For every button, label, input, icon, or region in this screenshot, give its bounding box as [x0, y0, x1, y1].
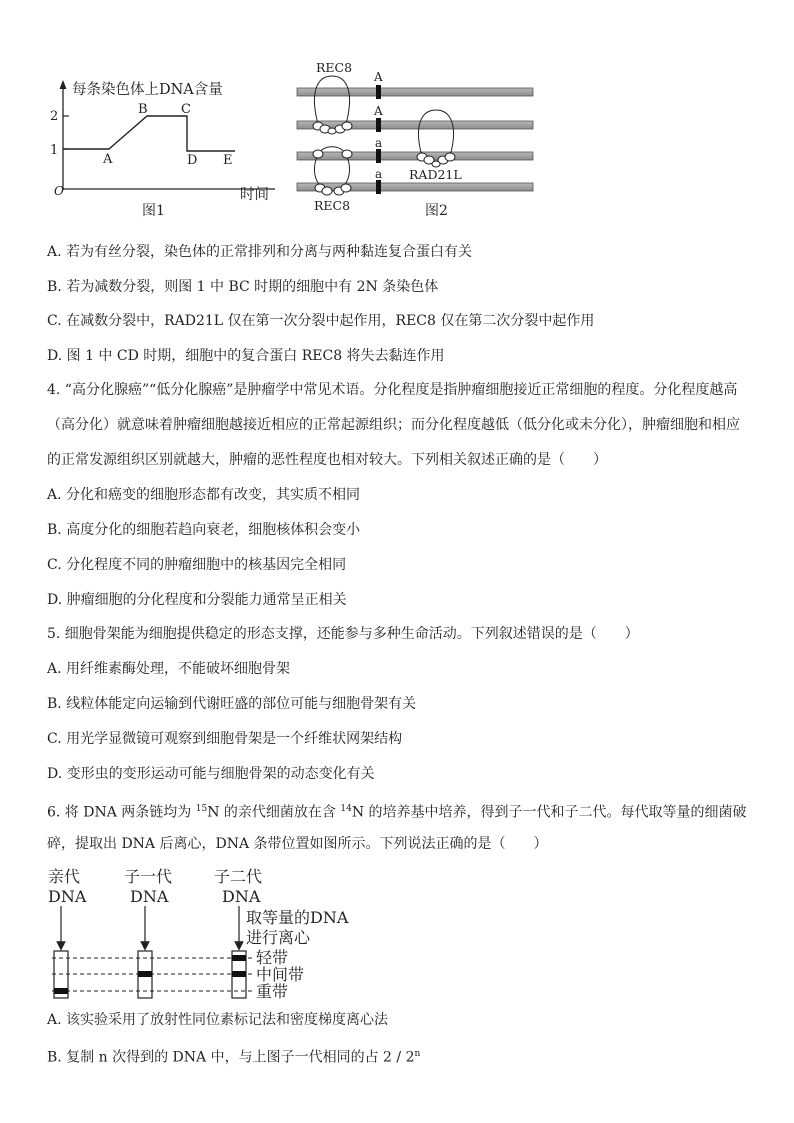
q6-option-b-text: B. 复制 n 次得到的 DNA 中，与上图子一代相同的占 2 / 2 — [47, 1049, 415, 1066]
allele-a-lower-1: a — [375, 136, 383, 150]
gen1-dna-label-2: DNA — [130, 887, 169, 906]
figure-1-graph — [50, 72, 275, 222]
band-gen1-middle — [138, 971, 152, 977]
parent-dna-label-1: 亲代 — [48, 867, 81, 886]
superscript-n: n — [414, 1049, 421, 1059]
q6-option-b — [47, 1044, 767, 1068]
q5-option-d: D. 变形虫的变形运动可能与细胞骨架的动态变化有关 — [47, 766, 375, 782]
x-axis-label: 时间 — [240, 187, 269, 203]
figure-1-caption: 图1 — [142, 203, 165, 219]
chromatid-4 — [297, 183, 533, 191]
chromatid-3 — [297, 152, 533, 160]
q4-stem-line-3: 的正常发源组织区别就越大，肿瘤的恶性程度也相对较大。下列相关叙述正确的是（ ） — [47, 452, 607, 468]
q6-option-a: A. 该实验采用了放射性同位素标记法和密度梯度离心法 — [47, 1012, 389, 1028]
point-label-e: E — [223, 153, 233, 168]
q6-stem-part-1: 6. 将 DNA 两条链均为 — [47, 804, 196, 821]
point-label-a: A — [103, 152, 113, 167]
parent-dna-label-2: DNA — [48, 887, 87, 906]
q3-option-d: D. 图 1 中 CD 时期，细胞中的复合蛋白 REC8 将失去黏连作用 — [47, 348, 445, 364]
q4-option-b: B. 高度分化的细胞若趋向衰老，细胞核体积会变小 — [47, 522, 361, 538]
rec8-label-bottom: REC8 — [314, 198, 351, 213]
q6-stem-line-2: 碎，提取出 DNA 后离心，DNA 条带位置如图所示。下列说法正确的是（ ） — [47, 836, 548, 852]
chromatid-1 — [297, 88, 533, 96]
q5-stem: 5. 细胞骨架能为细胞提供稳定的形态支撑，还能参与多种生命活动。下列叙述错误的是（ ） — [47, 626, 639, 642]
gen2-dna-label-2: DNA — [222, 887, 261, 906]
q3-option-b: B. 若为减数分裂，则图 1 中 BC 时期的细胞中有 2N 条染色体 — [47, 279, 439, 295]
y-axis-arrow — [60, 80, 67, 89]
figure-2-caption: 图2 — [425, 203, 448, 219]
y-axis-label: 每条染色体上DNA含量 — [72, 82, 223, 98]
band-label-middle: 中间带 — [256, 965, 305, 984]
band-gen2-light — [232, 955, 246, 961]
superscript-15: 15 — [195, 804, 208, 814]
centrifuge-note-1: 取等量的DNA — [246, 908, 349, 927]
point-label-b: B — [138, 102, 148, 117]
allele-a-lower-2: a — [375, 167, 383, 181]
q6-stem-part-2: N 的亲代细菌放在含 — [207, 804, 341, 821]
q3-option-c: C. 在减数分裂中，RAD21L 仅在第一次分裂中起作用，REC8 仅在第二次分裂中起作用 — [47, 313, 595, 329]
gen2-dna-label-1: 子二代 — [214, 867, 263, 886]
superscript-14: 14 — [340, 804, 352, 814]
q4-stem-line-1: 4. “高分化腺癌”“低分化腺癌”是肿瘤学中常见术语。分化程度是指肿瘤细胞接近正常细胞的程度。分化程度越高 — [47, 382, 738, 398]
origin-label: O — [54, 184, 64, 198]
point-label-d: D — [187, 153, 198, 168]
allele-a-upper-1: A — [374, 70, 383, 84]
band-gen2-middle — [232, 971, 246, 977]
figure-3-centrifuge — [40, 862, 380, 1007]
q6-stem-line-1 — [47, 799, 767, 823]
band-label-light: 轻带 — [256, 948, 289, 967]
q5-option-b: B. 线粒体能定向运输到代谢旺盛的部位可能与细胞骨架有关 — [47, 696, 417, 712]
dna-content-curve — [63, 116, 235, 151]
point-label-c: C — [181, 102, 191, 117]
q4-option-d: D. 肿瘤细胞的分化程度和分裂能力通常呈正相关 — [47, 592, 347, 608]
q6-stem-part-3: N 的培养基中培养，得到子一代和子二代。每代取等量的细菌破 — [351, 804, 747, 821]
rad21l-label: RAD21L — [409, 167, 462, 182]
q5-option-c: C. 用光学显微镜可观察到细胞骨架是一个纤维状网架结构 — [47, 731, 403, 747]
y-tick-1: 1 — [50, 143, 59, 158]
allele-a-upper-2: A — [374, 104, 383, 118]
q4-stem-line-2: （高分化）就意味着肿瘤细胞越接近相应的正常起源组织；而分化程度越低（低分化或未分化），肿瘤细胞和相应 — [47, 417, 740, 433]
band-label-heavy: 重带 — [256, 982, 289, 1001]
band-parent-heavy — [54, 988, 68, 994]
y-tick-2: 2 — [50, 109, 59, 124]
gen1-dna-label-1: 子一代 — [124, 867, 173, 886]
rec8-label-top: REC8 — [316, 60, 353, 75]
q5-option-a: A. 用纤维素酶处理，不能破坏细胞骨架 — [47, 661, 291, 677]
q4-option-c: C. 分化程度不同的肿瘤细胞中的核基因完全相同 — [47, 557, 347, 573]
centrifuge-note-2: 进行离心 — [246, 928, 311, 947]
q3-option-a: A. 若为有丝分裂，染色体的正常排列和分离与两种黏连复合蛋白有关 — [47, 244, 473, 260]
q4-option-a: A. 分化和癌变的细胞形态都有改变，其实质不相同 — [47, 487, 361, 503]
figure-2-cohesin — [292, 58, 537, 223]
